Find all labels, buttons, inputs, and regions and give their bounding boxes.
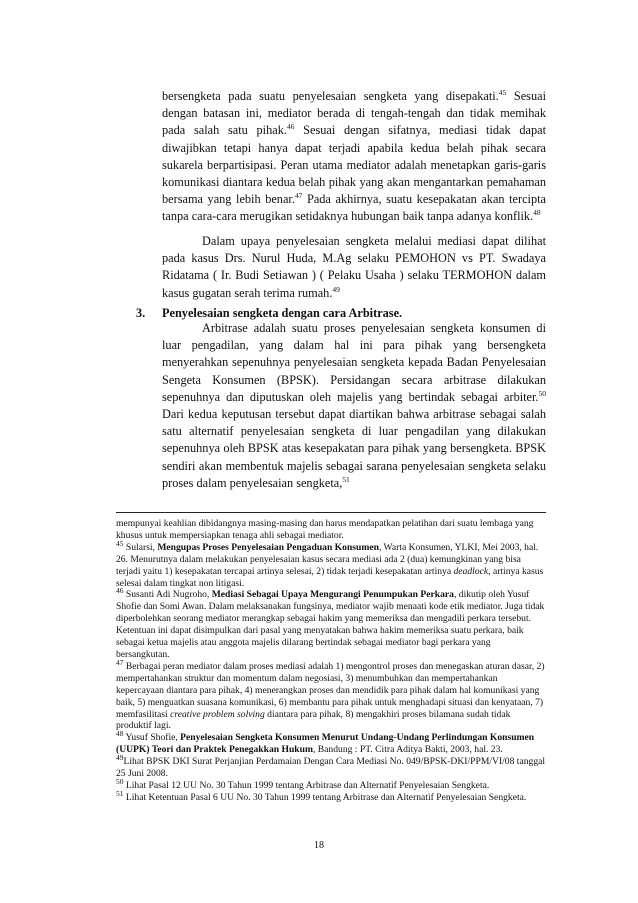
footnote-text: Lihat Ketentuan Pasal 6 UU No. 30 Tahun 1999 tentang Arbitrase dan Alternatif Penyelesaian Sengketa.	[123, 791, 527, 803]
footnotes	[116, 518, 546, 804]
footnote-text: , Warta Konsumen, YLKI, Mei 2003, hal. 26. Menurutnya dalam melakukan penyelesaian kasus secara mediasi ada 2 (dua) kemungkinan yang bisa terjadi yaitu 1) kesepakatan tercapai artinya selesai, 2) tidak terjadi kesepakatan artinya	[116, 541, 539, 577]
footnote-title: Mengupas Proses Penyelesaian Pengaduan Konsumen	[157, 541, 379, 553]
footnote-number: 47	[116, 657, 124, 667]
footnote-ref-46[interactable]: 46	[286, 122, 295, 132]
footnote-text: , Bandung : PT. Citra Aditya Bakti, 2003, hal. 23.	[312, 744, 503, 756]
paragraph-text: Sesuai dengan batasan ini, mediator berada di tengah-tengah dan tidak memihak pada salah satu pihak.	[162, 89, 546, 138]
footnote-51	[116, 788, 546, 804]
footnote-number: 48	[116, 729, 124, 739]
footnote-number: 50	[116, 776, 124, 786]
section-heading: Penyelesaian sengketa dengan cara Arbitrase.	[162, 306, 403, 320]
footnote-text: Berbagai peran mediator dalam proses mediasi adalah 1) mengontrol proses dan menegaskan aturan dasar, 2) mempertahankan struktur dan momentum dalam negosiasi, 3) menumbuhkan dan mempertahankan kepercayaan diantara para pihak, 4) menerangkan proses dan mendidik para pihak dalam hal komunikasi yang baik, 5) menguatkan suasana komunikasi, 6) membantu para pihak untuk menghadapi situasi dan kenyataan, 7) memfasilitasi	[116, 660, 545, 720]
body-paragraph-mediation	[162, 88, 546, 226]
footnote-ref-51[interactable]: 51	[342, 474, 350, 484]
paragraph-text: Dalam upaya penyelesaian sengketa melalui mediasi dapat dilihat pada kasus Drs. Nurul Huda, M.Ag selaku PEMOHON vs PT. Swadaya Ridatama ( Ir. Budi Setiawan ) ( Pelaku Usaha ) selaku TERMOHON dalam kasus gugatan serah terima rumah.	[162, 234, 546, 300]
footnote-ref-47[interactable]: 47	[294, 191, 303, 201]
footnote-45	[116, 538, 546, 590]
footnote-text: diantara para pihak, 8) mengakhiri proses bilamana sudah tidak produktif lagi.	[116, 708, 511, 732]
body-paragraph-case-example	[162, 233, 546, 302]
footnote-ref-48[interactable]: 48	[533, 208, 541, 218]
footnote-text: Lihat Pasal 12 UU No. 30 Tahun 1999 tentang Arbitrase dan Alternatif Penyelesaian Sengketa.	[123, 779, 490, 791]
footnote-number: 46	[116, 586, 124, 596]
footnote-ref-49[interactable]: 49	[332, 284, 340, 294]
footnote-ref-45[interactable]: 45	[498, 87, 507, 97]
footnote-term: creative problem solving	[170, 708, 265, 720]
footnote-number: 49	[116, 752, 124, 762]
footnote-term: deadlock	[453, 565, 489, 577]
footnote-text: , artinya kasus selesai dalam tingkat non litigasi.	[116, 565, 544, 589]
paragraph-text: Sesuai dengan sifatnya, mediasi tidak dapat diwajibkan tetapi hanya dapat terjadi apabila kedua belah pihak secara sukarela berpartisipasi. Peran utama mediator adalah menetapkan garis-garis komunikasi diantara kedua belah pihak yang akan mengantarkan pemahaman bersama yang lebih benar.	[162, 123, 547, 207]
footnote-ref-50[interactable]: 50	[538, 388, 546, 398]
page-number: 18	[314, 840, 324, 851]
paragraph-text: Arbitrase adalah suatu proses penyelesaian sengketa konsumen di luar pengadilan, yang dalam hal ini para pihak yang bersengketa menyerahkan sepenuhnya penyelesaian sengketa kepada Badan Penyelesaian Sengeta Konsumen (BPSK). Persidangan secara arbitrase dilakukan sepenuhnya dan diputuskan oleh majelis yang bertindak sebagai arbiter.	[162, 321, 546, 404]
footnote-47	[116, 657, 546, 732]
footnote-number: 51	[116, 788, 124, 798]
footnote-49	[116, 752, 546, 780]
paragraph-text: Pada akhirnya, suatu kesepakatan akan tercipta tanpa cara-cara merugikan setidaknya hubungan baik tanpa adanya konflik.	[162, 192, 546, 224]
footnote-title: Mediasi Sebagai Upaya Mengurangi Penumpukan Perkara	[211, 589, 454, 601]
footnote-author: Sularsi,	[123, 541, 158, 553]
paragraph-text: Dari kedua keputusan tersebut dapat diartikan bahwa arbitrase sebagai salah satu alternatif penyelesaian sengketa di luar pengadilan yang dilakukan sepenuhnya oleh BPSK atas kesepakatan para pihak yang bersengketa. BPSK sendiri akan membentuk majelis sebagai sarana penyelesaian sengketa selaku proses dalam penyelesaian sengketa,	[162, 407, 546, 490]
footnote-46	[116, 586, 546, 660]
section-number: 3.	[136, 306, 146, 320]
footnote-continued: mempunyai keahlian dibidangnya masing-masing dan harus mendapatkan pelatihan dari suatu lembaga yang khusus untuk mempersiapkan tenaga ahli sebagai mediator.	[116, 518, 534, 541]
footnote-50	[116, 776, 546, 792]
footnote-text: Lihat BPSK DKI Surat Perjanjian Perdamaian Dengan Cara Mediasi No. 049/BPSK-DKI/PPM/VI/08 tanggal 25 Juni 2008.	[116, 756, 546, 780]
footnote-title: Penyelesaian Sengketa Konsumen Menurut Undang-Undang Perlindungan Konsumen (UUPK) Teori dan Praktek Penegakkan Hukum	[116, 732, 535, 756]
footnote-48	[116, 729, 546, 756]
footnote-author: Yusuf Shofie,	[123, 732, 181, 744]
footnote-separator	[116, 512, 546, 513]
footnote-text: , dikutip oleh Yusuf Shofie dan Somi Awan. Dalam melaksanakan fungsinya, mediator wajib menaati kode etik mediator. Juga tidak diperbolehkan seorang mediator merangkap sebagai hakim yang memeriksa dan mengadili perkara tersebut. Ketentuan ini dapat disimpulkan dari pasal yang menyatakan bahwa hakim memeriksa suatu perkara, baik sebagai ketua majelis atau anggota majelis dilarang bertindak sebagai mediator bagi perkara yang bersangkutan.	[116, 589, 545, 660]
section-body	[162, 320, 546, 492]
paragraph-text: bersengketa pada suatu penyelesaian sengketa yang disepakati.	[162, 89, 499, 103]
footnote-number: 45	[116, 538, 124, 548]
footnote-author: Susanti Adi Nugroho,	[123, 589, 212, 601]
